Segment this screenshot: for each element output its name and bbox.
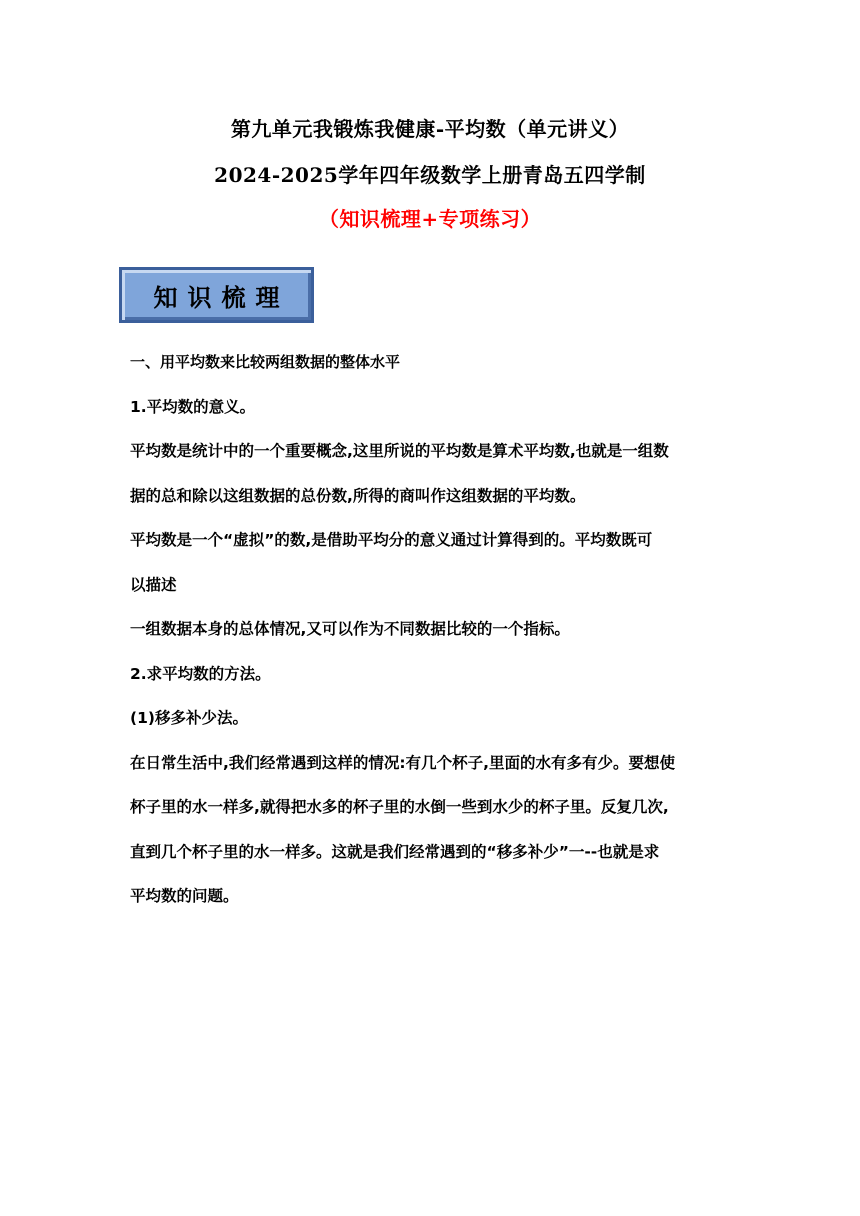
document-body bbox=[130, 340, 740, 919]
banner-label: 知识梳理 bbox=[153, 282, 290, 312]
document-tagline: （知识梳理+专项练习） bbox=[318, 207, 542, 231]
item2-heading: 2.求平均数的方法。 bbox=[130, 664, 271, 683]
paragraph2-line3: 一组数据本身的总体情况,又可以作为不同数据比较的一个指标。 bbox=[130, 620, 570, 638]
paragraph1-line1: 平均数是统计中的一个重要概念,这里所说的平均数是算术平均数,也就是一组数 bbox=[130, 442, 669, 460]
document-subtitle: 2024-2025学年四年级数学上册青岛五四学制 bbox=[214, 163, 646, 187]
paragraph2-line2: 以描述 bbox=[130, 575, 177, 594]
paragraph1-line2: 据的总和除以这组数据的总份数,所得的商叫作这组数据的平均数。 bbox=[130, 486, 586, 505]
paragraph3-line3: 直到几个杯子里的水一样多。这就是我们经常遇到的“移多补少”一--也就是求 bbox=[130, 842, 660, 861]
document-title: 第九单元我锻炼我健康-平均数（单元讲义） bbox=[230, 117, 630, 141]
paragraph2-line1: 平均数是一个“虚拟”的数,是借助平均分的意义通过计算得到的。平均数既可 bbox=[130, 531, 653, 549]
sub1-heading: (1)移多补少法。 bbox=[130, 709, 248, 727]
paragraph3-line1: 在日常生活中,我们经常遇到这样的情况:有几个杯子,里面的水有多有少。要想使 bbox=[130, 753, 675, 772]
paragraph3-line4: 平均数的问题。 bbox=[130, 887, 239, 905]
section-banner bbox=[119, 267, 314, 323]
paragraph3-line2: 杯子里的水一样多,就得把水多的杯子里的水倒一些到水少的杯子里。反复几次, bbox=[130, 798, 669, 816]
item1-heading: 1.平均数的意义。 bbox=[130, 397, 256, 416]
section-heading: 一、用平均数来比较两组数据的整体水平 bbox=[130, 353, 401, 371]
